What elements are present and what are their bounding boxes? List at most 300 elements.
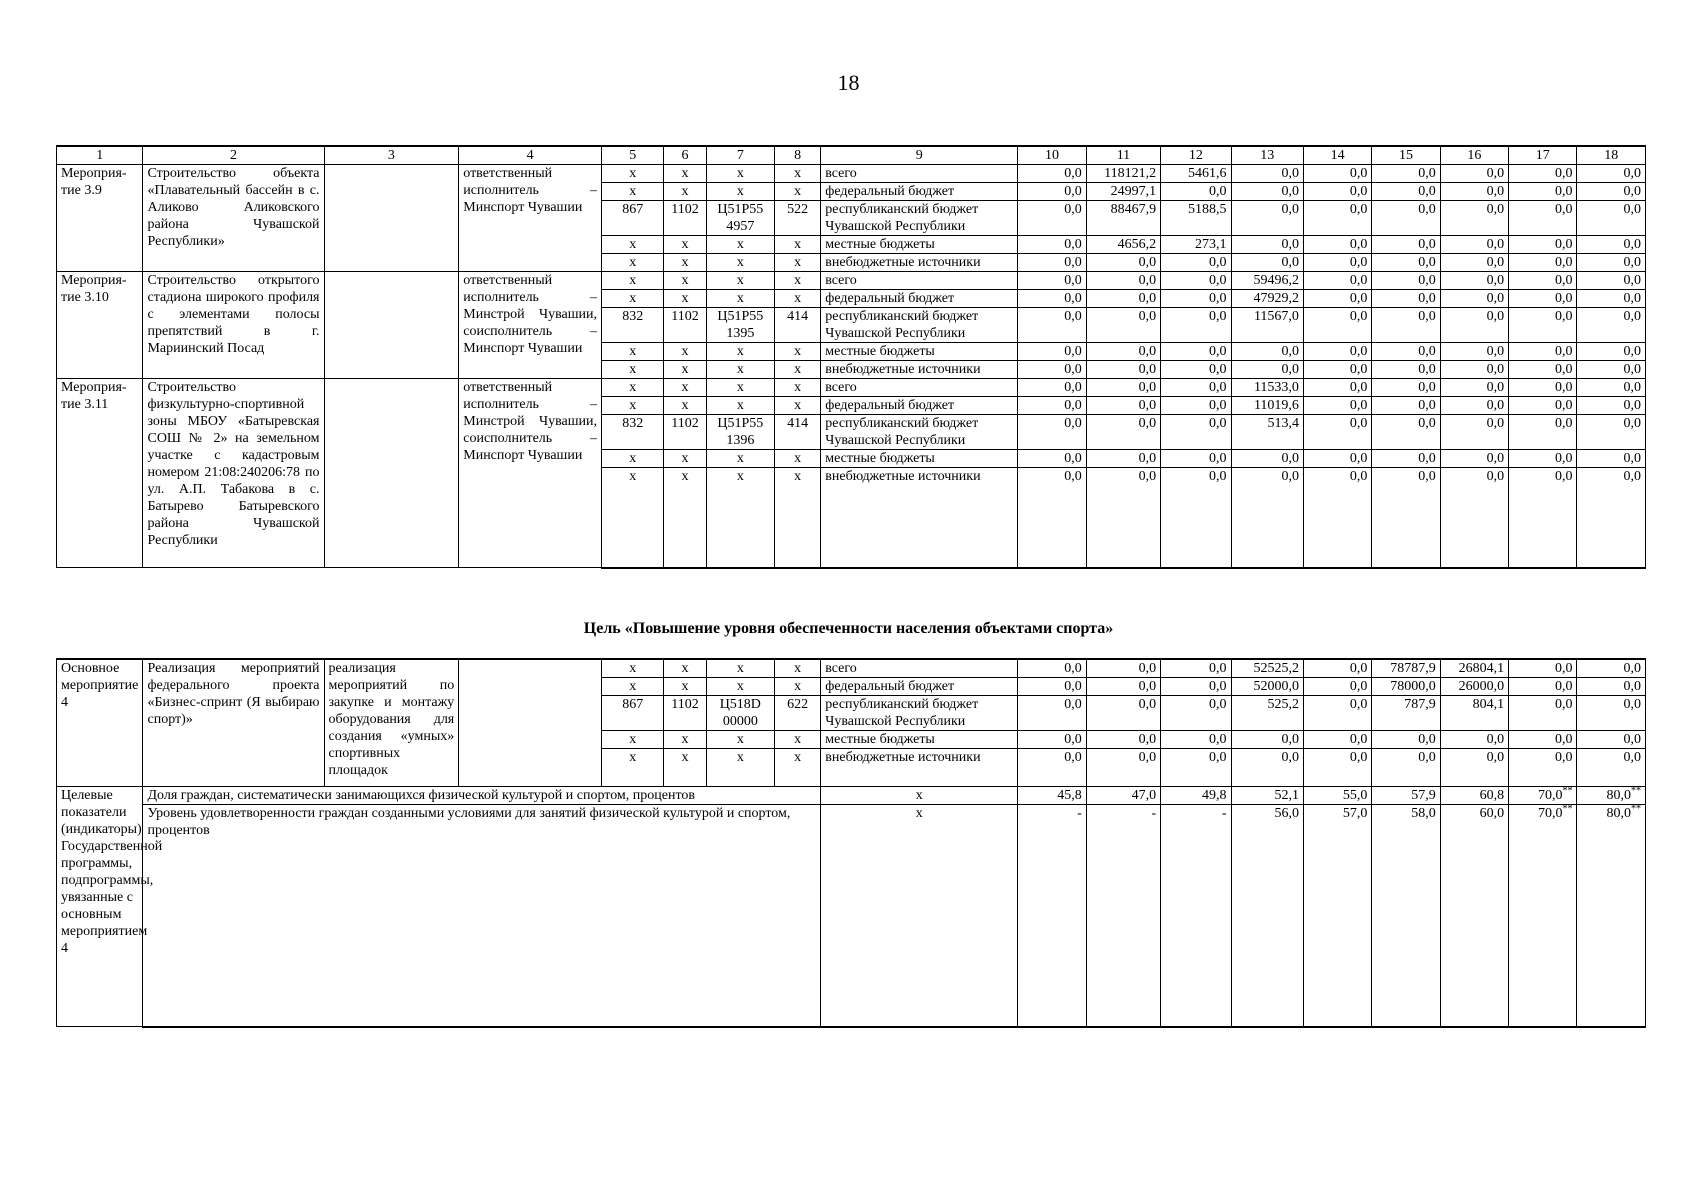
gr-code: x xyxy=(602,397,664,415)
amount-cell: 0,0 xyxy=(1372,201,1440,236)
target-article-code: x xyxy=(706,749,774,787)
funding-source: всего xyxy=(821,659,1018,678)
amount-cell: 0,0 xyxy=(1086,468,1160,568)
target-article-code: x xyxy=(706,165,774,183)
amount-cell: 26000,0 xyxy=(1440,678,1508,696)
expense-type-code: x xyxy=(775,659,821,678)
indicator-row xyxy=(57,787,1646,805)
amount-cell: 0,0 xyxy=(1577,343,1646,361)
gr-code: x xyxy=(602,343,664,361)
column-number: 2 xyxy=(143,146,324,165)
expense-type-code: x xyxy=(775,290,821,308)
event-executor xyxy=(459,659,602,787)
indicator-mark: x xyxy=(821,805,1018,1027)
amount-cell: 0,0 xyxy=(1161,254,1231,272)
amount-cell: 0,0 xyxy=(1372,397,1440,415)
table-row xyxy=(57,659,1646,678)
table-row xyxy=(57,379,1646,397)
funding-source: внебюджетные источники xyxy=(821,361,1018,379)
amount-cell: 273,1 xyxy=(1161,236,1231,254)
amount-cell: 0,0 xyxy=(1440,290,1508,308)
event-label: Мероприя-тие 3.9 xyxy=(57,165,143,272)
amount-cell: 0,0 xyxy=(1509,290,1577,308)
amount-cell: 0,0 xyxy=(1086,343,1160,361)
amount-cell: 0,0 xyxy=(1018,450,1086,468)
amount-cell: 0,0 xyxy=(1161,290,1231,308)
indicator-value: 45,8 xyxy=(1018,787,1086,805)
amount-cell: 0,0 xyxy=(1018,236,1086,254)
indicator-text: Уровень удовлетворенности граждан созданными условиями для занятий физической культурой и спортом, процентов xyxy=(143,805,821,1027)
amount-cell: 0,0 xyxy=(1372,450,1440,468)
amount-cell: 11567,0 xyxy=(1231,308,1303,343)
funding-source: внебюджетные источники xyxy=(821,254,1018,272)
amount-cell: 0,0 xyxy=(1509,343,1577,361)
column-number: 4 xyxy=(459,146,602,165)
amount-cell: 0,0 xyxy=(1086,749,1160,787)
target-article-code: x xyxy=(706,731,774,749)
indicator-value: - xyxy=(1018,805,1086,1027)
expense-type-code: 522 xyxy=(775,201,821,236)
funding-source: федеральный бюджет xyxy=(821,678,1018,696)
amount-cell: 0,0 xyxy=(1372,468,1440,568)
gr-code: x xyxy=(602,361,664,379)
indicator-value: 49,8 xyxy=(1161,787,1231,805)
amount-cell: 0,0 xyxy=(1509,361,1577,379)
amount-cell: 0,0 xyxy=(1161,308,1231,343)
amount-cell: 0,0 xyxy=(1509,201,1577,236)
expense-type-code: x xyxy=(775,165,821,183)
expense-type-code: x xyxy=(775,236,821,254)
amount-cell: 0,0 xyxy=(1018,749,1086,787)
amount-cell: 0,0 xyxy=(1018,415,1086,450)
amount-cell: 0,0 xyxy=(1577,272,1646,290)
amount-cell: 525,2 xyxy=(1231,696,1303,731)
expense-type-code: x xyxy=(775,379,821,397)
funding-source: всего xyxy=(821,379,1018,397)
event-col3: реализация мероприятий по закупке и монтажу оборудования для создания «умных» спортивных площадок xyxy=(324,659,459,787)
target-article-code: x xyxy=(706,272,774,290)
amount-cell: 0,0 xyxy=(1018,343,1086,361)
section-code: x xyxy=(664,468,706,568)
amount-cell: 0,0 xyxy=(1086,379,1160,397)
amount-cell: 118121,2 xyxy=(1086,165,1160,183)
event-executor: ответственный исполнитель – Минстрой Чувашии, соисполнитель – Минспорт Чувашии xyxy=(459,272,602,379)
amount-cell: 0,0 xyxy=(1303,749,1371,787)
target-article-code: x xyxy=(706,450,774,468)
indicator-value: 55,0 xyxy=(1303,787,1371,805)
event-name: Строительство физкультурно-спортивной зоны МБОУ «Батыревская СОШ № 2» на земельном участке с кадастровым номером 21:08:240206:78 по ул. А.П. Табакова в с. Батырево Батыревского района Чувашской Республики xyxy=(143,379,324,568)
target-article-code: x xyxy=(706,290,774,308)
gr-code: x xyxy=(602,236,664,254)
amount-cell: 0,0 xyxy=(1303,696,1371,731)
target-article-code: x xyxy=(706,183,774,201)
amount-cell: 0,0 xyxy=(1440,308,1508,343)
indicator-value: 56,0 xyxy=(1231,805,1303,1027)
amount-cell: 0,0 xyxy=(1372,749,1440,787)
amount-cell: 0,0 xyxy=(1440,272,1508,290)
budget-table-main-event xyxy=(56,658,1646,1028)
gr-code: x xyxy=(602,468,664,568)
event-col3 xyxy=(324,379,459,568)
section-code: x xyxy=(664,749,706,787)
indicator-value: 47,0 xyxy=(1086,787,1160,805)
amount-cell: 0,0 xyxy=(1018,696,1086,731)
amount-cell: 78000,0 xyxy=(1372,678,1440,696)
amount-cell: 0,0 xyxy=(1577,659,1646,678)
gr-code: x xyxy=(602,678,664,696)
amount-cell: 0,0 xyxy=(1018,272,1086,290)
amount-cell: 0,0 xyxy=(1440,236,1508,254)
amount-cell: 0,0 xyxy=(1018,659,1086,678)
table-row xyxy=(57,165,1646,183)
event-name: Строительство объекта «Плавательный бассейн в с. Аликово Аликовского района Чувашской Республики» xyxy=(143,165,324,272)
amount-cell: 0,0 xyxy=(1303,397,1371,415)
amount-cell: 0,0 xyxy=(1086,308,1160,343)
amount-cell: 0,0 xyxy=(1018,308,1086,343)
column-number: 12 xyxy=(1161,146,1231,165)
section-code: x xyxy=(664,678,706,696)
amount-cell: 0,0 xyxy=(1086,397,1160,415)
amount-cell: 0,0 xyxy=(1018,468,1086,568)
amount-cell: 0,0 xyxy=(1303,379,1371,397)
funding-source: республиканский бюджет Чувашской Республики xyxy=(821,696,1018,731)
expense-type-code: x xyxy=(775,361,821,379)
expense-type-code: 622 xyxy=(775,696,821,731)
amount-cell: 0,0 xyxy=(1509,450,1577,468)
amount-cell: 0,0 xyxy=(1303,236,1371,254)
amount-cell: 0,0 xyxy=(1303,308,1371,343)
section-code: x xyxy=(664,272,706,290)
amount-cell: 0,0 xyxy=(1018,183,1086,201)
amount-cell: 0,0 xyxy=(1018,379,1086,397)
column-number: 18 xyxy=(1577,146,1646,165)
amount-cell: 52000,0 xyxy=(1231,678,1303,696)
amount-cell: 0,0 xyxy=(1086,696,1160,731)
column-number: 16 xyxy=(1440,146,1508,165)
amount-cell: 0,0 xyxy=(1086,659,1160,678)
amount-cell: 0,0 xyxy=(1372,343,1440,361)
funding-source: местные бюджеты xyxy=(821,731,1018,749)
amount-cell: 0,0 xyxy=(1577,379,1646,397)
expense-type-code: x xyxy=(775,343,821,361)
event-label: Основное мероприятие 4 xyxy=(57,659,143,787)
event-executor: ответственный исполнитель – Минстрой Чувашии, соисполнитель – Минспорт Чувашии xyxy=(459,379,602,568)
amount-cell: 0,0 xyxy=(1231,201,1303,236)
amount-cell: 0,0 xyxy=(1440,183,1508,201)
target-article-code: Ц51Р55 1396 xyxy=(706,415,774,450)
amount-cell: 0,0 xyxy=(1018,290,1086,308)
amount-cell: 0,0 xyxy=(1303,659,1371,678)
column-number: 8 xyxy=(775,146,821,165)
section-code: x xyxy=(664,254,706,272)
gr-code: x xyxy=(602,272,664,290)
indicator-value: - xyxy=(1161,805,1231,1027)
amount-cell: 0,0 xyxy=(1577,397,1646,415)
funding-source: внебюджетные источники xyxy=(821,468,1018,568)
expense-type-code: x xyxy=(775,397,821,415)
section-code: 1102 xyxy=(664,201,706,236)
amount-cell: 0,0 xyxy=(1018,165,1086,183)
amount-cell: 47929,2 xyxy=(1231,290,1303,308)
table-row xyxy=(57,272,1646,290)
amount-cell: 0,0 xyxy=(1086,415,1160,450)
event-label: Мероприя-тие 3.10 xyxy=(57,272,143,379)
column-number: 17 xyxy=(1509,146,1577,165)
section-code: x xyxy=(664,290,706,308)
indicators-label: Целевые показатели (индикаторы) Государственной программы, подпрограммы, увязанные с основным мероприятием 4 xyxy=(57,787,143,1027)
amount-cell: 0,0 xyxy=(1161,749,1231,787)
target-article-code: x xyxy=(706,343,774,361)
gr-code: x xyxy=(602,379,664,397)
amount-cell: 804,1 xyxy=(1440,696,1508,731)
amount-cell: 0,0 xyxy=(1231,731,1303,749)
amount-cell: 0,0 xyxy=(1509,379,1577,397)
amount-cell: 0,0 xyxy=(1577,696,1646,731)
section-code: 1102 xyxy=(664,415,706,450)
gr-code: x xyxy=(602,183,664,201)
expense-type-code: x xyxy=(775,254,821,272)
amount-cell: 0,0 xyxy=(1372,308,1440,343)
column-number: 5 xyxy=(602,146,664,165)
amount-cell: 0,0 xyxy=(1372,361,1440,379)
indicator-value: 60,0 xyxy=(1440,805,1508,1027)
amount-cell: 0,0 xyxy=(1303,415,1371,450)
amount-cell: 0,0 xyxy=(1577,415,1646,450)
expense-type-code: x xyxy=(775,731,821,749)
amount-cell: 0,0 xyxy=(1303,165,1371,183)
funding-source: местные бюджеты xyxy=(821,343,1018,361)
amount-cell: 0,0 xyxy=(1509,272,1577,290)
section-code: x xyxy=(664,450,706,468)
amount-cell: 0,0 xyxy=(1231,450,1303,468)
amount-cell: 0,0 xyxy=(1161,415,1231,450)
amount-cell: 0,0 xyxy=(1303,343,1371,361)
amount-cell: 0,0 xyxy=(1577,450,1646,468)
indicator-value: 58,0 xyxy=(1372,805,1440,1027)
amount-cell: 0,0 xyxy=(1509,415,1577,450)
funding-source: республиканский бюджет Чувашской Республики xyxy=(821,308,1018,343)
amount-cell: 0,0 xyxy=(1161,361,1231,379)
amount-cell: 0,0 xyxy=(1577,183,1646,201)
amount-cell: 0,0 xyxy=(1086,254,1160,272)
gr-code: x xyxy=(602,165,664,183)
expense-type-code: x xyxy=(775,468,821,568)
funding-source: всего xyxy=(821,272,1018,290)
amount-cell: 0,0 xyxy=(1231,236,1303,254)
amount-cell: 0,0 xyxy=(1018,678,1086,696)
amount-cell: 0,0 xyxy=(1440,450,1508,468)
section-code: 1102 xyxy=(664,308,706,343)
section-code: x xyxy=(664,379,706,397)
column-number: 7 xyxy=(706,146,774,165)
amount-cell: 0,0 xyxy=(1086,290,1160,308)
amount-cell: 0,0 xyxy=(1509,696,1577,731)
amount-cell: 4656,2 xyxy=(1086,236,1160,254)
amount-cell: 0,0 xyxy=(1161,659,1231,678)
amount-cell: 0,0 xyxy=(1372,236,1440,254)
indicator-value: 80,0** xyxy=(1577,805,1646,1027)
indicator-value: 70,0** xyxy=(1509,805,1577,1027)
event-col3 xyxy=(324,165,459,272)
amount-cell: 0,0 xyxy=(1018,254,1086,272)
event-name: Строительство открытого стадиона широкого профиля с элементами полосы препятствий в г. Мариинский Посад xyxy=(143,272,324,379)
column-number: 15 xyxy=(1372,146,1440,165)
amount-cell: 0,0 xyxy=(1440,361,1508,379)
event-executor: ответственный исполнитель – Минспорт Чувашии xyxy=(459,165,602,272)
funding-source: местные бюджеты xyxy=(821,236,1018,254)
amount-cell: 0,0 xyxy=(1303,272,1371,290)
amount-cell: 0,0 xyxy=(1509,678,1577,696)
funding-source: местные бюджеты xyxy=(821,450,1018,468)
amount-cell: 0,0 xyxy=(1303,450,1371,468)
amount-cell: 0,0 xyxy=(1509,165,1577,183)
target-article-code: x xyxy=(706,236,774,254)
funding-source: федеральный бюджет xyxy=(821,290,1018,308)
amount-cell: 0,0 xyxy=(1509,254,1577,272)
amount-cell: 0,0 xyxy=(1303,361,1371,379)
amount-cell: 0,0 xyxy=(1231,165,1303,183)
column-number: 9 xyxy=(821,146,1018,165)
indicator-text: Доля граждан, систематически занимающихся физической культурой и спортом, процентов xyxy=(143,787,821,805)
amount-cell: 0,0 xyxy=(1231,343,1303,361)
expense-type-code: x xyxy=(775,749,821,787)
target-article-code: x xyxy=(706,659,774,678)
amount-cell: 0,0 xyxy=(1440,201,1508,236)
target-article-code: x xyxy=(706,678,774,696)
amount-cell: 0,0 xyxy=(1231,468,1303,568)
amount-cell: 52525,2 xyxy=(1231,659,1303,678)
amount-cell: 0,0 xyxy=(1440,731,1508,749)
target-article-code: Ц518D 00000 xyxy=(706,696,774,731)
amount-cell: 0,0 xyxy=(1161,731,1231,749)
expense-type-code: x xyxy=(775,450,821,468)
amount-cell: 59496,2 xyxy=(1231,272,1303,290)
amount-cell: 26804,1 xyxy=(1440,659,1508,678)
amount-cell: 0,0 xyxy=(1372,379,1440,397)
amount-cell: 0,0 xyxy=(1086,450,1160,468)
gr-code: 867 xyxy=(602,696,664,731)
indicator-value: 80,0** xyxy=(1577,787,1646,805)
gr-code: x xyxy=(602,290,664,308)
indicator-value: 70,0** xyxy=(1509,787,1577,805)
amount-cell: 0,0 xyxy=(1086,731,1160,749)
indicator-value: 52,1 xyxy=(1231,787,1303,805)
amount-cell: 0,0 xyxy=(1372,731,1440,749)
amount-cell: 0,0 xyxy=(1161,272,1231,290)
amount-cell: 0,0 xyxy=(1018,731,1086,749)
amount-cell: 0,0 xyxy=(1372,254,1440,272)
amount-cell: 88467,9 xyxy=(1086,201,1160,236)
amount-cell: 0,0 xyxy=(1577,201,1646,236)
indicator-mark: x xyxy=(821,787,1018,805)
amount-cell: 0,0 xyxy=(1018,361,1086,379)
amount-cell: 0,0 xyxy=(1440,254,1508,272)
amount-cell: 0,0 xyxy=(1509,659,1577,678)
funding-source: республиканский бюджет Чувашской Республики xyxy=(821,415,1018,450)
gr-code: x xyxy=(602,450,664,468)
funding-source: внебюджетные источники xyxy=(821,749,1018,787)
gr-code: 832 xyxy=(602,415,664,450)
target-article-code: x xyxy=(706,379,774,397)
amount-cell: 0,0 xyxy=(1161,379,1231,397)
amount-cell: 0,0 xyxy=(1303,678,1371,696)
column-number: 6 xyxy=(664,146,706,165)
amount-cell: 0,0 xyxy=(1231,361,1303,379)
amount-cell: 0,0 xyxy=(1577,165,1646,183)
amount-cell: 0,0 xyxy=(1577,749,1646,787)
amount-cell: 0,0 xyxy=(1161,678,1231,696)
section-code: x xyxy=(664,183,706,201)
target-article-code: Ц51Р55 1395 xyxy=(706,308,774,343)
amount-cell: 0,0 xyxy=(1440,397,1508,415)
expense-type-code: x xyxy=(775,183,821,201)
amount-cell: 0,0 xyxy=(1231,254,1303,272)
amount-cell: 0,0 xyxy=(1161,397,1231,415)
amount-cell: 0,0 xyxy=(1440,749,1508,787)
amount-cell: 0,0 xyxy=(1086,272,1160,290)
amount-cell: 0,0 xyxy=(1372,415,1440,450)
amount-cell: 0,0 xyxy=(1440,343,1508,361)
column-number: 13 xyxy=(1231,146,1303,165)
amount-cell: 0,0 xyxy=(1372,183,1440,201)
section-code: x xyxy=(664,236,706,254)
amount-cell: 0,0 xyxy=(1161,343,1231,361)
amount-cell: 0,0 xyxy=(1161,468,1231,568)
budget-table-measures xyxy=(56,145,1646,569)
column-number: 3 xyxy=(324,146,459,165)
amount-cell: 11533,0 xyxy=(1231,379,1303,397)
gr-code: 832 xyxy=(602,308,664,343)
event-label: Мероприя-тие 3.11 xyxy=(57,379,143,568)
amount-cell: 0,0 xyxy=(1231,749,1303,787)
amount-cell: 0,0 xyxy=(1086,361,1160,379)
section-code: x xyxy=(664,361,706,379)
amount-cell: 0,0 xyxy=(1509,183,1577,201)
target-article-code: x xyxy=(706,397,774,415)
indicator-value: 57,9 xyxy=(1372,787,1440,805)
section-code: x xyxy=(664,165,706,183)
indicator-row xyxy=(57,805,1646,1027)
funding-source: республиканский бюджет Чувашской Республики xyxy=(821,201,1018,236)
amount-cell: 0,0 xyxy=(1440,379,1508,397)
amount-cell: 0,0 xyxy=(1372,290,1440,308)
gr-code: x xyxy=(602,254,664,272)
gr-code: x xyxy=(602,749,664,787)
amount-cell: 11019,6 xyxy=(1231,397,1303,415)
column-numbers-row xyxy=(57,146,1646,165)
amount-cell: 5188,5 xyxy=(1161,201,1231,236)
funding-source: федеральный бюджет xyxy=(821,183,1018,201)
gr-code: x xyxy=(602,659,664,678)
column-number: 10 xyxy=(1018,146,1086,165)
funding-source: федеральный бюджет xyxy=(821,397,1018,415)
amount-cell: 0,0 xyxy=(1577,731,1646,749)
amount-cell: 513,4 xyxy=(1231,415,1303,450)
amount-cell: 0,0 xyxy=(1577,236,1646,254)
amount-cell: 0,0 xyxy=(1509,731,1577,749)
amount-cell: 0,0 xyxy=(1086,678,1160,696)
amount-cell: 0,0 xyxy=(1509,397,1577,415)
section-code: x xyxy=(664,659,706,678)
section-code: x xyxy=(664,343,706,361)
column-number: 11 xyxy=(1086,146,1160,165)
amount-cell: 787,9 xyxy=(1372,696,1440,731)
amount-cell: 0,0 xyxy=(1509,749,1577,787)
amount-cell: 0,0 xyxy=(1440,415,1508,450)
amount-cell: 0,0 xyxy=(1303,290,1371,308)
amount-cell: 0,0 xyxy=(1161,450,1231,468)
section-code: x xyxy=(664,731,706,749)
